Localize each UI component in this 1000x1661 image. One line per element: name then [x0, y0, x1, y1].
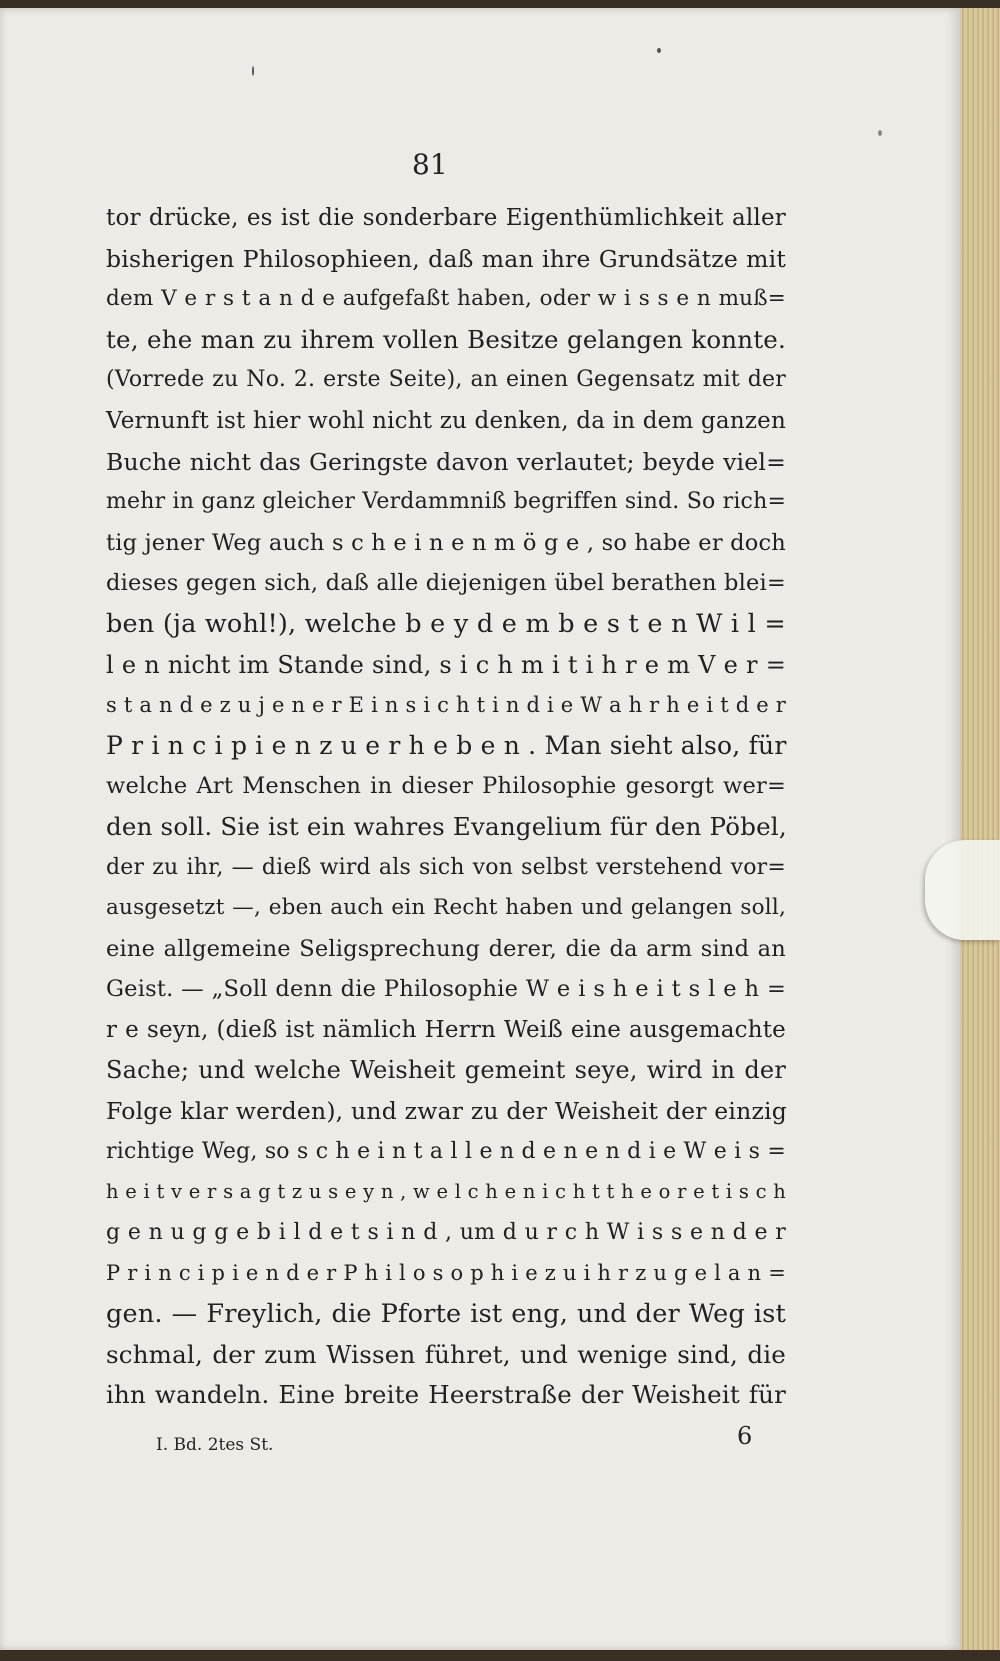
page-number: 81: [412, 148, 448, 181]
text-line: mehr in ganz gleicher Verdammniß begriffen sind. So rich=: [106, 489, 787, 515]
text-line: P r i n c i p i e n d e r P h i l o s o p h i e z u i h r z u g e l a n =: [106, 1261, 786, 1286]
text-line: dieses gegen sich, daß alle diejenigen übel berathen blei=: [106, 570, 786, 597]
text-line: Vernunft ist hier wohl nicht zu denken, da in dem ganzen: [106, 407, 786, 434]
text-line: l e n nicht im Stande sind, s i c h m i t i h r e m V e r =: [106, 650, 786, 679]
text-line: den soll. Sie ist ein wahres Evangelium für den Pöbel,: [106, 811, 787, 841]
text-line: Folge klar werden), und zwar zu der Weisheit der einzig: [106, 1097, 788, 1126]
text-line: ihn wandeln. Eine breite Heerstraße der Weisheit für: [106, 1380, 786, 1410]
text-line: te, ehe man zu ihrem vollen Besitze gelangen konnte.: [106, 324, 786, 354]
text-line: eine allgemeine Seligsprechung derer, die da arm sind an: [106, 935, 786, 962]
ink-speck: [252, 66, 254, 76]
ink-speck: [878, 130, 882, 136]
text-line: P r i n c i p i e n z u e r h e b e n . Man sieht also, für: [106, 730, 787, 760]
body-text: [106, 198, 786, 1416]
text-line: ausgesetzt —, eben auch ein Recht haben und gelangen soll,: [106, 895, 786, 921]
text-line: g e n u g g e b i l d e t s i n d , um d u r c h W i s s e n d e r: [106, 1219, 786, 1245]
text-line: schmal, der zum Wissen führet, und wenige sind, die: [106, 1339, 786, 1369]
text-line: Sache; und welche Weisheit gemeint seye, wird in der: [106, 1056, 786, 1085]
text-line: welche Art Menschen in dieser Philosophie gesorgt wer=: [106, 773, 786, 800]
text-line: r e seyn, (dieß ist nämlich Herrn Weiß eine ausgemachte: [106, 1016, 786, 1043]
text-line: richtige Weg, so s c h e i n t a l l e n d e n e n d i e W e i s =: [106, 1138, 786, 1164]
text-line: Buche nicht das Geringste davon verlautet; beyde viel=: [106, 447, 786, 476]
ink-speck: [657, 48, 661, 53]
text-line: tor drücke, es ist die sonderbare Eigenthümlichkeit aller: [106, 205, 786, 231]
signature-number: 6: [737, 1422, 753, 1450]
page-edges: [960, 8, 1000, 1650]
text-line: (Vorrede zu No. 2. erste Seite), an einen Gegensatz mit der: [106, 367, 786, 393]
text-line: s t a n d e z u j e n e r E i n s i c h t i n d i e W a h r h e i t d e r: [106, 693, 786, 718]
text-line: ben (ja wohl!), welche b e y d e m b e s t e n W i l =: [106, 608, 786, 639]
text-line: tig jener Weg auch s c h e i n e n m ö g e , so habe er doch: [106, 529, 786, 556]
text-line: gen. — Freylich, die Pforte ist eng, und der Weg ist: [106, 1299, 786, 1330]
text-line: dem V e r s t a n d e aufgefaßt haben, oder w i s s e n muß=: [106, 286, 786, 312]
text-line: der zu ihr, — dieß wird als sich von selbst verstehend vor=: [106, 854, 786, 880]
text-line: h e i t v e r s a g t z u s e y n , w e l c h e n i c h t t h e o r e t i s c h: [106, 1180, 786, 1204]
bookmark-tab: [925, 840, 1000, 940]
signature-mark: I. Bd. 2tes St.: [156, 1435, 274, 1455]
text-line: Geist. — „Soll denn die Philosophie W e i s h e i t s l e h =: [106, 976, 786, 1003]
text-line: bisherigen Philosophieen, daß man ihre Grundsätze mit: [106, 244, 786, 273]
